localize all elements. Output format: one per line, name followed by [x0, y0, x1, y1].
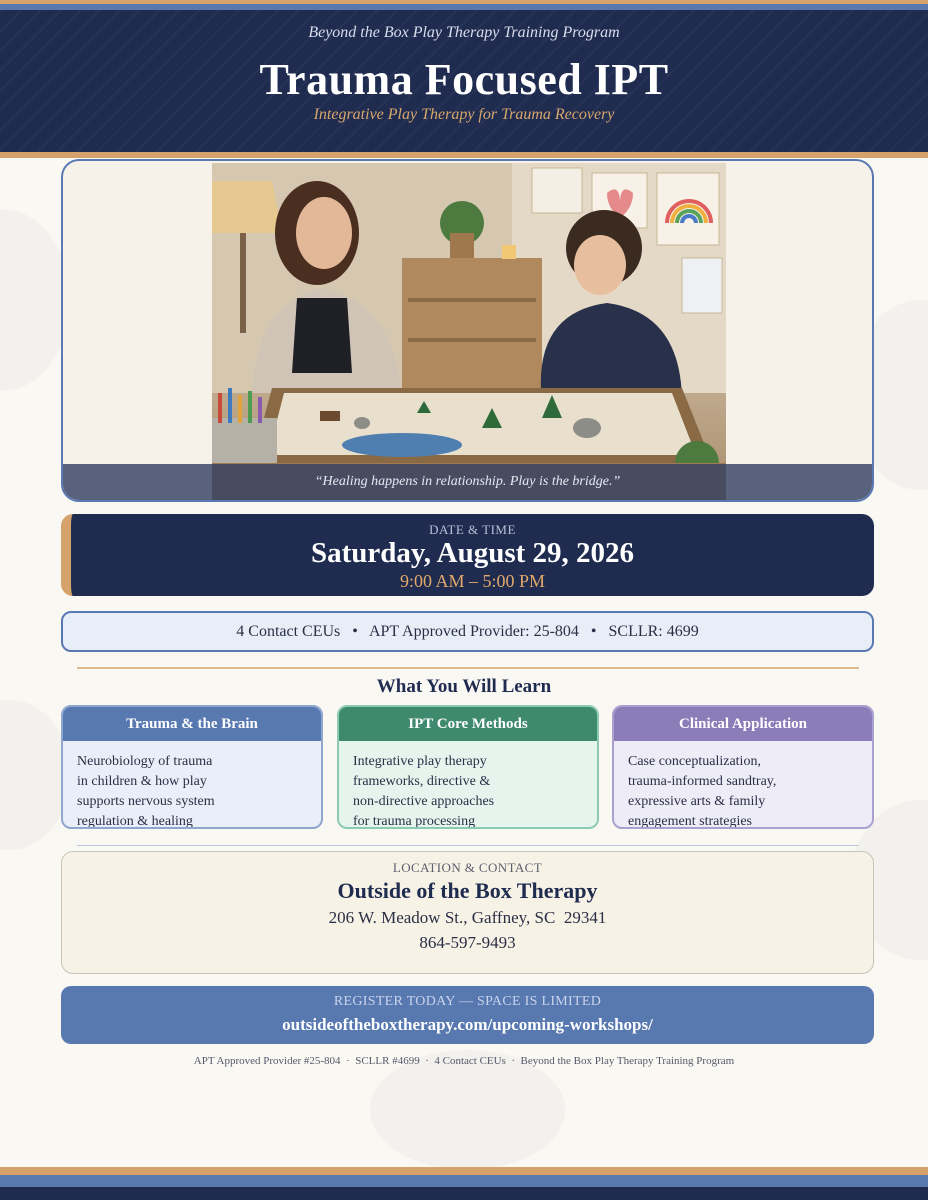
- header-gold-stripe: [0, 152, 928, 158]
- date-time-box: [61, 514, 874, 596]
- credentials-strip: [61, 611, 874, 652]
- address: 206 W. Meadow St., Gaffney, SC 29341: [328, 908, 607, 927]
- card-line: engagement strategies: [628, 814, 753, 829]
- credentials-text: 4 Contact CEUs • APT Approved Provider: 25-804 • SCLLR: 4699: [236, 623, 699, 640]
- learn-section-title: What You Will Learn: [376, 676, 552, 697]
- card-line: Neurobiology of trauma: [77, 754, 213, 769]
- register-label: REGISTER TODAY — SPACE IS LIMITED: [333, 994, 602, 1009]
- card-line: regulation & healing: [77, 814, 193, 829]
- card-line: non-directive approaches: [353, 794, 495, 809]
- bottom-gold-stripe: [0, 1167, 928, 1175]
- location-label: LOCATION & CONTACT: [392, 860, 543, 875]
- card-line: Integrative play therapy: [353, 754, 487, 769]
- card-line: in children & how play: [77, 774, 207, 789]
- learn-card-trauma-brain: [61, 705, 323, 829]
- card-line: Case conceptualization,: [628, 754, 761, 769]
- header-banner: [0, 10, 928, 152]
- section-divider: [77, 667, 859, 669]
- card-line: trauma-informed sandtray,: [628, 774, 777, 789]
- learn-card-ipt-methods: [337, 705, 599, 829]
- therapy-session-photo: [212, 163, 726, 500]
- bottom-navy-stripe: [0, 1187, 928, 1200]
- photo-frame: [61, 159, 874, 502]
- card-body: [339, 741, 597, 829]
- date-time-label: DATE & TIME: [429, 522, 516, 537]
- photo-illustration: [212, 163, 726, 500]
- register-link[interactable]: outsideoftheboxtherapy.com/upcoming-workshops/: [282, 1015, 653, 1034]
- page-title: Trauma Focused IPT: [259, 55, 669, 104]
- card-heading: Trauma & the Brain: [63, 707, 321, 741]
- register-box: [61, 986, 874, 1044]
- subtitle: Integrative Play Therapy for Trauma Recovery: [313, 106, 615, 123]
- event-time: 9:00 AM – 5:00 PM: [399, 571, 546, 591]
- card-heading: IPT Core Methods: [339, 707, 597, 741]
- card-body: [614, 741, 872, 829]
- card-line: supports nervous system: [77, 794, 215, 809]
- background-blob: [0, 210, 70, 390]
- section-divider: [77, 845, 859, 846]
- footer-note: APT Approved Provider #25-804 · SCLLR #4699 · 4 Contact CEUs · Beyond the Box Play Therapy Training Program: [193, 1055, 735, 1067]
- bottom-blue-stripe: [0, 1175, 928, 1187]
- card-body: [63, 741, 321, 829]
- program-name: Beyond the Box Play Therapy Training Program: [308, 24, 620, 41]
- card-heading: Clinical Application: [614, 707, 872, 741]
- photo-quote: “Healing happens in relationship. Play is the bridge.”: [63, 464, 872, 500]
- location-box: [61, 851, 874, 974]
- card-line: frameworks, directive &: [353, 774, 491, 789]
- phone-number[interactable]: 864-597-9493: [419, 933, 516, 952]
- background-blob: [370, 1050, 565, 1170]
- card-line: for trauma processing: [353, 814, 476, 829]
- business-name: Outside of the Box Therapy: [337, 878, 598, 903]
- event-date: Saturday, August 29, 2026: [310, 537, 635, 569]
- background-blob: [0, 700, 70, 850]
- learn-card-clinical-application: [612, 705, 874, 829]
- card-line: expressive arts & family: [628, 794, 766, 809]
